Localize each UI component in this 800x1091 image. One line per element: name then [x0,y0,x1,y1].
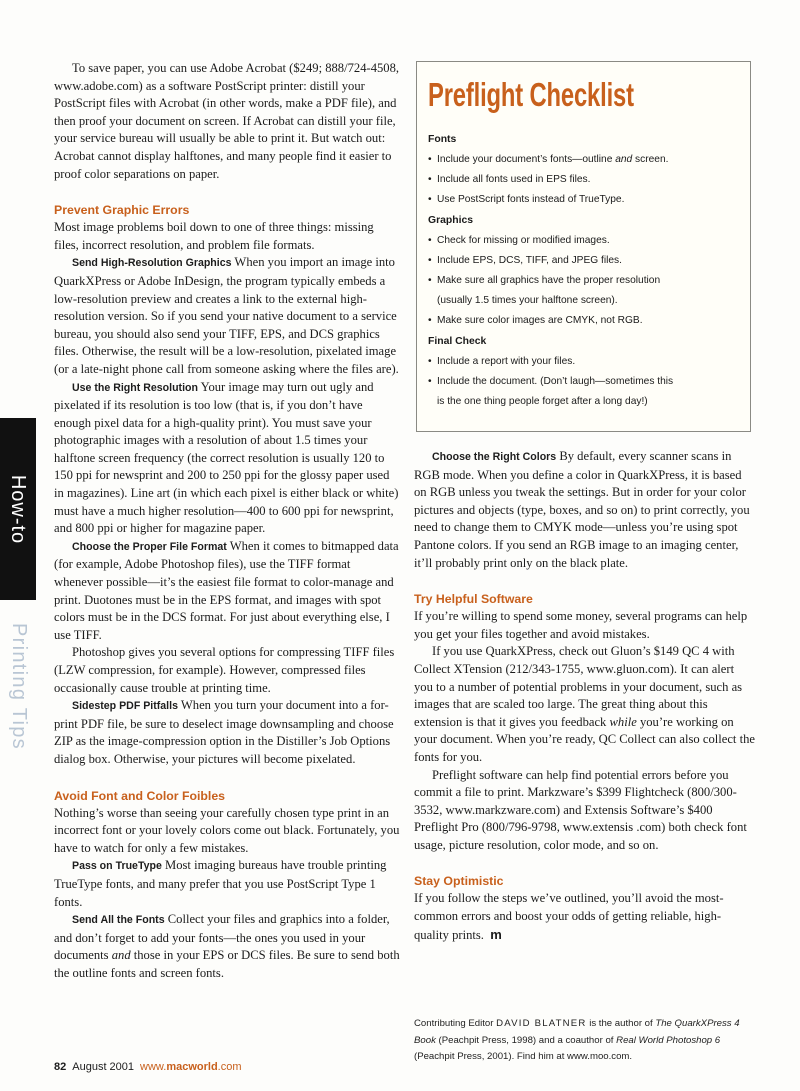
contributor-note [414,1016,760,1066]
site-url-name: macworld [166,1061,218,1073]
paragraph-with-runin [54,857,400,911]
bullet-icon: • [428,154,432,165]
checklist-title: Preflight Checklist [428,76,634,113]
section-tab [0,418,36,600]
checklist-heading: Fonts [428,134,457,145]
checklist-body [428,130,736,412]
bullet-icon: • [428,275,432,287]
paragraph-text: Most image problems boil down to one of three things: missing files, incorrect resolution, and problem file formats. [54,220,374,252]
checklist-item-text: Include your document’s fonts—outline [437,154,616,165]
contributor-book2: Real World Photoshop 6 [616,1034,721,1046]
bullet-icon: • [428,254,432,266]
section-heading: Avoid Font and Color Foibles [54,788,226,803]
paragraph-text: Most imaging bureaus have trouble printing TrueType fonts, and many prefer that you use PostScript Type 1 fonts. [54,858,387,909]
checklist-item-text: Make sure color images are CMYK, not RGB. [437,315,643,327]
runin-heading: Sidestep PDF Pitfalls [72,700,178,713]
paragraph [54,219,400,254]
paragraph-text: Your image may turn out ugly and pixelated if its resolution is too low (that is, if you don’t have enough pixel data for a high-quality print). You must save your photographic images with a resolution of about 1.5 times your halftone screen frequency (the correct resolution is usually 120 to 150 ppi for newsprint and 200 to 250 ppi for the glossy paper used in magazines). Line art (in which each pixel is either black or white) must have a much higher resolution—400 to 600 ppi for newsprint, and 800 ppi or higher for magazine paper. [54,379,399,536]
left-column [54,60,400,983]
topic-tab [0,578,36,794]
checklist-heading: Graphics [428,214,474,226]
bullet-icon: • [428,355,432,367]
checklist-item-text: Include a report with your files. [437,355,576,367]
checklist-item [428,231,736,251]
runin-heading: Choose the Right Colors [432,451,557,463]
topic-tab-label: Printing Tips [7,622,30,750]
paragraph-with-runin [54,379,400,538]
paragraph-text: Collect your files and graphics into a folder, and don’t forget to add your fonts—the ones you used in your documents [54,912,390,963]
bullet-icon: • [428,234,432,246]
bullet-icon: • [428,375,432,387]
paragraph-text: Nothing’s worse than seeing your carefully chosen type print in an incorrect font or your lovely colors come out black. Fortunately, you have to watch for only a few mistakes. [54,805,400,855]
checklist-item-text: Include the document. (Don’t laugh—sometimes this [437,375,674,387]
checklist-item-text: Include all fonts used in EPS files. [437,174,591,186]
paragraph-text: When you import an image into QuarkXPress or Adobe InDesign, the program typically embeds a low-resolution preview and creates a link to the external high-resolution version. So if you send your native document to a service bureau, you should also send your TIFF, EPS, and DCS graphics files. Otherwise, the result will be a low-resolution, pixelated image (or a late-night phone call from someone asking where the files are). [54,255,399,376]
checklist-heading: Final Check [428,335,487,347]
checklist-item [428,170,736,190]
paragraph [414,767,756,855]
section-heading: Try Helpful Software [414,592,533,607]
checklist-item [428,150,736,170]
checklist-item-text: Use PostScript fonts instead of TrueType. [437,194,625,206]
page-footer [54,1061,242,1073]
paragraph-text: If you’re willing to spend some money, several programs can help you get your files together and avoid mistakes. [414,609,748,641]
runin-heading: Use the Right Resolution [72,381,198,394]
end-mark: m [490,926,502,942]
right-column [414,448,756,944]
section-tab-label: How-to [7,474,30,544]
checklist-item-text: Make sure all graphics have the proper resolution [437,275,661,287]
contributor-mid1: is the author of [586,1018,656,1029]
checklist-item-text: Check for missing or modified images. [437,234,610,246]
paragraph-text: To save paper, you can use Adobe Acrobat ($249; 888/724-4508, www.adobe.com) as a software PostScript printer: distill your PostScript files with Acrobat (in other words, make a PDF file), and then proof your document on screen. If Acrobat can distill your file, your service bureau will usually be able to print it. But watch out: Acrobat cannot display halftones, and many people find it easier to proof color separations on paper. [54,61,400,181]
checklist-item-text: Include EPS, DCS, TIFF, and JPEG files. [437,254,622,266]
paragraph [54,805,400,858]
checklist-item [428,251,736,271]
paragraph [414,890,756,944]
bullet-icon: • [428,194,432,206]
paragraph [54,644,400,697]
paragraph-with-runin [414,448,756,572]
runin-heading: Send High-Resolution Graphics [72,257,232,270]
paragraph [54,60,400,183]
paragraph-with-runin [54,911,400,982]
checklist-item-emphasis: and [615,154,633,165]
site-url [140,1061,241,1073]
paragraph-text-tail: you’re working on your document. When you’re ready, QC Collect can also collect the fonts for you. [414,714,755,764]
runin-heading: Choose the Proper File Format [72,540,227,553]
paragraph-text: Photoshop gives you several options for compressing TIFF files (LZW compression, for example). However, compressed files occasionally cause trouble at printing time. [54,645,395,695]
checklist-item-continuation: (usually 1.5 times your halftone screen). [437,295,618,307]
site-url-prefix: www. [140,1061,167,1073]
paragraph-text: If you follow the steps we’ve outlined, you’ll avoid the most-common errors and boost your odds of getting reliable, high-quality prints. [414,891,724,942]
runin-heading: Pass on TrueType [72,860,162,873]
paragraph-with-runin [54,538,400,645]
paragraph-text: When you turn your document into a for-print PDF file, be sure to deselect image downsampling and choose ZIP as the image-compression option in the Distiller’s Job Options dialog box. Otherwise, your pictures will become pixelated. [54,698,394,766]
preflight-checklist-box [416,61,751,432]
checklist-item [428,271,736,291]
paragraph [414,608,756,643]
contributor-suffix: (Peachpit Press, 2001). Find him at www.moo.com. [414,1051,633,1062]
checklist-item-continuation: is the one thing people forget after a long day!) [437,396,648,408]
paragraph-text: By default, every scanner scans in RGB mode. When you define a color in QuarkXPress, it is based on RGB unless you tweak the settings. But in order for your color pictures and objects (type, boxes, and so on) to print correctly, you need to change them to CMYK mode—unless you’re using spot Pantone colors. If you send an RGB image to an imaging center, it’ll probably print only on the black plate. [414,449,750,570]
runin-heading: Send All the Fonts [72,914,165,927]
checklist-item-tail: screen. [632,154,669,165]
paragraph-text: Preflight software can help find potential errors before you commit a file to print. Markzware’s $399 Flightcheck (800/300-3532, www.markzware.com) and Extensis Software’s $400 Preflight Pro (800/796-9798, www.extensis .com) both check font usage, picture resolution, color mode, and so on. [414,767,747,852]
checklist-item [428,352,736,372]
bullet-icon: • [428,315,432,327]
checklist-item [428,372,736,392]
checklist-item [428,311,736,331]
paragraph [414,643,756,766]
paragraph-emphasis: while [609,714,637,729]
paragraph-text-tail: those in your EPS or DCS files. Be sure to send both the outline fonts and screen fonts. [54,948,400,980]
paragraph-text: When it comes to bitmapped data (for example, Adobe Photoshop files), use the TIFF format whenever possible—it’s the easiest file format to color-manage and print. Duotones must be in the EPS format, and images with spot colors must be in the DCS format. For just about everything else, I use TIFF. [54,538,399,642]
contributor-prefix: Contributing Editor [414,1018,497,1029]
site-url-suffix: .com [217,1061,242,1073]
paragraph-emphasis: and [111,948,131,963]
contributor-book1: The QuarkXPress 4 Book [414,1018,740,1046]
paragraph-text: If you use QuarkXPress, check out Gluon’s $149 QC 4 with Collect XTension (212/343-1755, www.gluon.com). It can alert you to a number of potential problems in your document, such as images that are scaled too large. The great thing about this extension is that it gives you feedback [414,644,743,729]
issue-date: August 2001 [72,1061,135,1073]
contributor-mid2: (Peachpit Press, 1998) and a coauthor of [435,1034,617,1046]
checklist-item [428,190,736,210]
section-heading: Stay Optimistic [414,874,504,889]
section-heading: Prevent Graphic Errors [54,203,190,218]
bullet-icon: • [428,174,432,186]
paragraph-with-runin [54,697,400,768]
page-number: 82 [54,1061,67,1073]
paragraph-with-runin [54,254,400,378]
contributor-name: DAVID BLATNER [496,1018,587,1029]
